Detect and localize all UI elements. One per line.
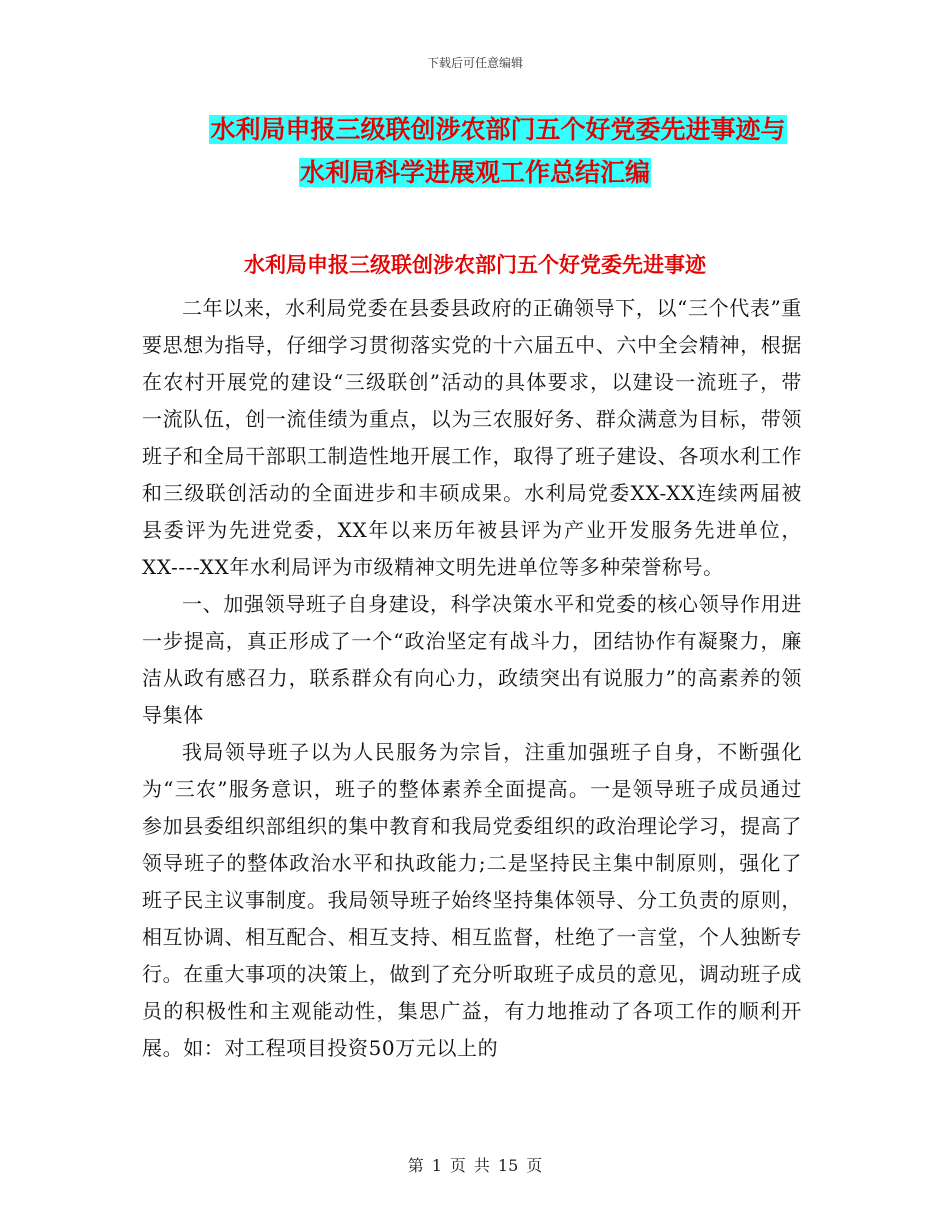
- document-title-line-2: [0, 155, 950, 191]
- paragraph: 二年以来，水利局党委在县委县政府的正确领导下，以“三个代表”重要思想为指导，仔细学习贯彻落实党的十六届五中、六中全会精神，根据在农村开展党的建设“三级联创”活动的具体要求，以建设一流班子，带一流队伍，创一流佳绩为重点，以为三农服好务、群众满意为目标，带领班子和全局干部职工制造性地开展工作，取得了班子建设、各项水利工作和三级联创活动的全面进步和丰硕成果。水利局党委XX-XX连续两届被县委评为先进党委，XX年以来历年被县评为产业开发服务先进单位，XX----XX年水利局评为市级精神文明先进单位等多种荣誉称号。: [142, 296, 802, 579]
- total-prefix: 共: [473, 1156, 490, 1175]
- document-body: [142, 290, 802, 1067]
- paragraph: 一、加强领导班子自身建设，科学决策水平和党委的核心领导作用进一步提高，真正形成了一个“政治坚定有战斗力，团结协作有凝聚力，廉洁从政有感召力，联系群众有向心力，政绩突出有说服力”的高素养的领导集体: [142, 592, 802, 727]
- document-title-text-1: 水利局申报三级联创涉农部门五个好党委先进事迹与: [210, 115, 786, 144]
- paragraph: 我局领导班子以为人民服务为宗旨，注重加强班子自身，不断强化为“三农”服务意识，班子的整体素养全面提高。一是领导班子成员通过参加县委组织部组织的集中教育和我局党委组织的政治理论学习，提高了领导班子的整体政治水平和执政能力;二是坚持民主集中制原则，强化了班子民主议事制度。我局领导班子始终坚持集体领导、分工负责的原则，相互协调、相互配合、相互支持、相互监督，杜绝了一言堂，个人独断专行。在重大事项的决策上，做到了充分听取班子成员的意见，调动班子成员的积极性和主观能动性，集思广益，有力地推动了各项工作的顺利开展。如：对工程项目投资50万元以上的: [142, 740, 802, 1060]
- page-number: 1: [431, 1156, 442, 1175]
- document-title-text-2: 水利局科学进展观工作总结汇编: [299, 158, 650, 187]
- header-note: 下载后可任意编辑: [426, 56, 523, 70]
- total-suffix: 页: [526, 1156, 543, 1175]
- page-label-prefix: 第: [407, 1156, 424, 1175]
- page-label-mid: 页: [449, 1156, 466, 1175]
- section-title: 水利局申报三级联创涉农部门五个好党委先进事迹: [244, 253, 706, 277]
- total-pages: 15: [497, 1156, 519, 1175]
- page-footer: [0, 1153, 950, 1176]
- document-title-line-1: [0, 112, 950, 148]
